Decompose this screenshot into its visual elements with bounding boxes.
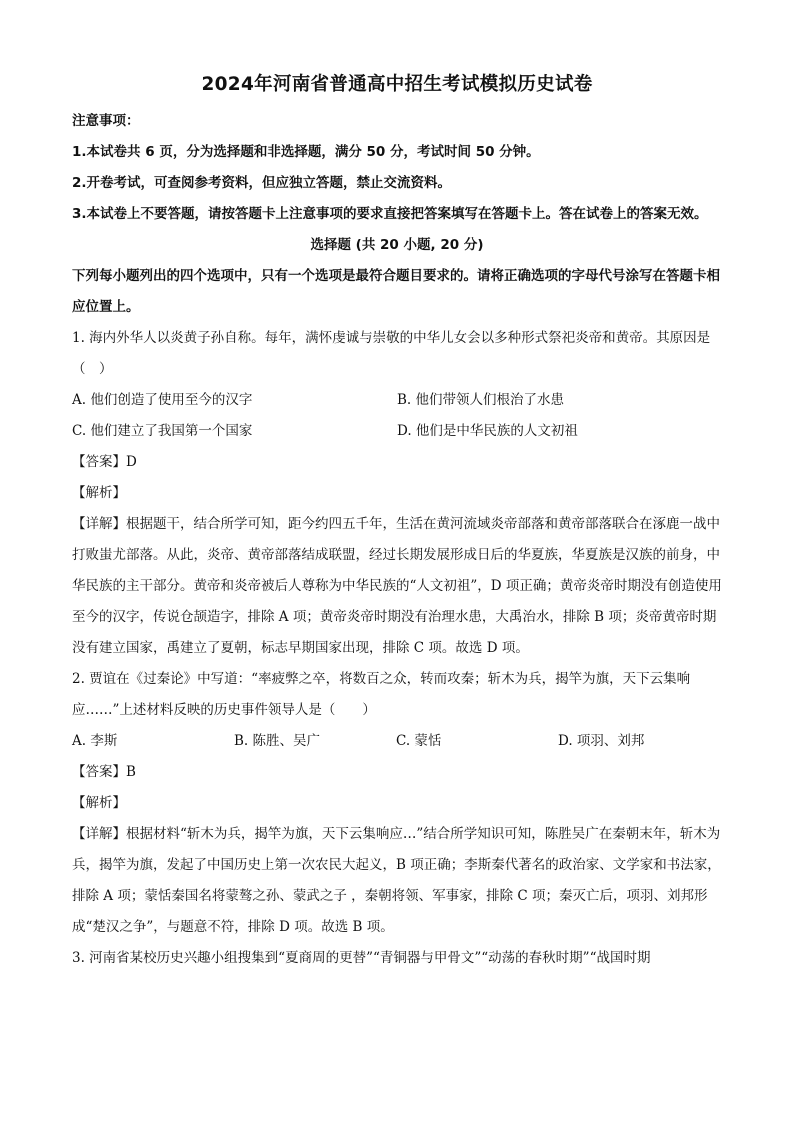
notice-heading: 注意事项： (72, 113, 140, 129)
question-2-options-row (72, 726, 722, 757)
question-1-option-b: B. 他们带领人们根治了水患 (397, 392, 565, 408)
question-1-stem: 1. 海内外华人以炎黄子孙自称。每年，满怀虔诚与崇敬的中华儿女会以多种形式祭祀炎帝和黄帝。其原因是（ ） (72, 330, 711, 377)
question-2-analysis-label: 【解析】 (72, 795, 126, 811)
section-title: 选择题 (共 20 小题, 20 分) (310, 237, 484, 253)
question-2-detail: 【详解】根据材料“斩木为兵，揭竿为旗，天下云集响应…”结合所学知识可知，陈胜吴广在秦朝末年，斩木为兵，揭竿为旗，发起了中国历史上第一次农民大起义，B 项正确；李斯秦代著名的政治家、文学家和书法家，排除 A 项；蒙恬秦国名将蒙骜之孙、蒙武之子 ，秦朝将领、军事家，排除 C 项；秦灭亡后，项羽、刘邦形成“楚汉之争”，与题意不符，排除 D 项。故选 B 项。 (72, 826, 721, 935)
question-3-stem: 3. 河南省某校历史兴趣小组搜集到“夏商周的更替”“青铜器与甲骨文”“动荡的春秋时期”“战国时期 (72, 950, 651, 966)
page-title: 2024年河南省普通高中招生考试模拟历史试卷 (201, 74, 593, 95)
question-2-option-c: C. 蒙恬 (396, 733, 442, 749)
notice-item-2: 2.开卷考试，可查阅参考资料，但应独立答题，禁止交流资料。 (72, 175, 452, 191)
question-1-answer: 【答案】D (72, 454, 137, 470)
question-1-option-c: C. 他们建立了我国第一个国家 (72, 423, 253, 439)
notice-item-1: 1.本试卷共 6 页，分为选择题和非选择题，满分 50 分，考试时间 50 分钟。 (72, 144, 540, 160)
question-2-stem: 2. 贾谊在《过秦论》中写道：“率疲弊之卒，将数百之众，转而攻秦；斩木为兵，揭竿为旗，天下云集响应……”上述材料反映的历史事件领导人是（ ） (72, 671, 691, 718)
question-2-answer: 【答案】B (72, 764, 136, 780)
notice-item-3: 3.本试卷上不要答题，请按答题卡上注意事项的要求直接把答案填写在答题卡上。答在试卷上的答案无效。 (72, 206, 708, 222)
question-1-options-row-2 (72, 416, 722, 447)
question-2-option-d: D. 项羽、刘邦 (558, 733, 645, 749)
section-instruction: 下列每小题列出的四个选项中，只有一个选项是最符合题目要求的。请将正确选项的字母代号涂写在答题卡相应位置上。 (72, 268, 720, 315)
exam-page (72, 66, 722, 974)
question-1-option-d: D. 他们是中华民族的人文初祖 (397, 423, 578, 439)
question-1-option-a: A. 他们创造了使用至今的汉字 (72, 392, 253, 408)
question-1-detail: 【详解】根据题干，结合所学可知，距今约四五千年，生活在黄河流域炎帝部落和黄帝部落联合在涿鹿一战中打败蚩尤部落。从此，炎帝、黄帝部落结成联盟，经过长期发展形成日后的华夏族，华夏族是汉族的前身，中华民族的主干部分。黄帝和炎帝被后人尊称为中华民族的“人文初祖”，D 项正确；黄帝炎帝时期没有创造使用至今的汉字，传说仓颉造字，排除 A 项；黄帝炎帝时期没有治理水患，大禹治水，排除 B 项；炎帝黄帝时期没有建立国家，禹建立了夏朝，标志早期国家出现，排除 C 项。故选 D 项。 (72, 516, 722, 656)
question-1-options-row-1 (72, 385, 722, 416)
question-2-option-a: A. 李斯 (72, 733, 118, 749)
question-2-option-b: B. 陈胜、吴广 (234, 733, 321, 749)
question-1-analysis-label: 【解析】 (72, 485, 126, 501)
